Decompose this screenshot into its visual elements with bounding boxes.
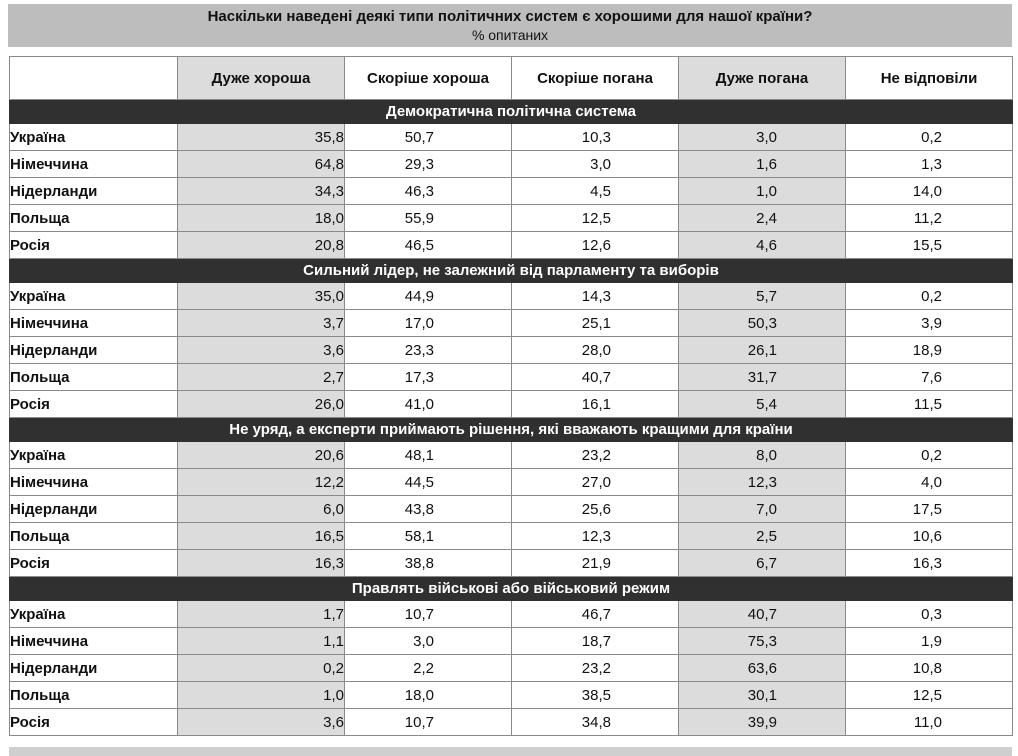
- value-cell: 35,8: [178, 124, 345, 151]
- value-cell: 4,0: [846, 469, 1013, 496]
- value-cell: 30,1: [679, 682, 846, 709]
- page-subtitle: % опитаних: [471, 27, 549, 43]
- value-cell: 8,0: [679, 442, 846, 469]
- value-cell: 48,1: [345, 442, 512, 469]
- value-cell: 10,7: [345, 709, 512, 736]
- value-cell: 23,3: [345, 337, 512, 364]
- value-cell: 43,8: [345, 496, 512, 523]
- section-header-row: [10, 259, 1013, 283]
- page-title: Наскільки наведені деякі типи політичних систем є хорошими для нашої країни?: [207, 8, 813, 25]
- table-row: [10, 364, 1013, 391]
- value-cell: 38,5: [512, 682, 679, 709]
- country-cell: Нідерланди: [10, 337, 178, 364]
- country-cell: Росія: [10, 232, 178, 259]
- value-cell: 63,6: [679, 655, 846, 682]
- value-cell: 5,4: [679, 391, 846, 418]
- value-cell: 2,7: [178, 364, 345, 391]
- country-cell: Польща: [10, 205, 178, 232]
- table-row: [10, 232, 1013, 259]
- table-row: [10, 523, 1013, 550]
- value-cell: 31,7: [679, 364, 846, 391]
- corner-cell: [10, 57, 178, 100]
- value-cell: 7,0: [679, 496, 846, 523]
- value-cell: 1,0: [178, 682, 345, 709]
- column-header: Скоріше хороша: [345, 57, 512, 100]
- table-row: [10, 151, 1013, 178]
- value-cell: 21,9: [512, 550, 679, 577]
- country-cell: Польща: [10, 364, 178, 391]
- value-cell: 11,2: [846, 205, 1013, 232]
- country-cell: Німеччина: [10, 151, 178, 178]
- value-cell: 14,0: [846, 178, 1013, 205]
- value-cell: 1,3: [846, 151, 1013, 178]
- value-cell: 44,9: [345, 283, 512, 310]
- value-cell: 16,1: [512, 391, 679, 418]
- column-header-row: [10, 57, 1013, 100]
- country-cell: Нідерланди: [10, 655, 178, 682]
- value-cell: 40,7: [679, 601, 846, 628]
- value-cell: 16,3: [178, 550, 345, 577]
- value-cell: 39,9: [679, 709, 846, 736]
- section-header-row: [10, 100, 1013, 124]
- country-cell: Росія: [10, 709, 178, 736]
- value-cell: 10,7: [345, 601, 512, 628]
- value-cell: 0,2: [846, 283, 1013, 310]
- country-cell: Росія: [10, 391, 178, 418]
- value-cell: 18,0: [345, 682, 512, 709]
- table-row: [10, 178, 1013, 205]
- survey-table: [9, 56, 1013, 736]
- value-cell: 15,5: [846, 232, 1013, 259]
- value-cell: 2,5: [679, 523, 846, 550]
- section-header-row: [10, 577, 1013, 601]
- table-row: [10, 709, 1013, 736]
- value-cell: 0,2: [846, 442, 1013, 469]
- value-cell: 18,9: [846, 337, 1013, 364]
- value-cell: 16,5: [178, 523, 345, 550]
- value-cell: 12,2: [178, 469, 345, 496]
- value-cell: 44,5: [345, 469, 512, 496]
- value-cell: 3,0: [512, 151, 679, 178]
- section-title: Демократична політична система: [10, 100, 1013, 124]
- table-row: [10, 283, 1013, 310]
- value-cell: 38,8: [345, 550, 512, 577]
- table-row: [10, 496, 1013, 523]
- value-cell: 12,3: [679, 469, 846, 496]
- column-header: Не відповіли: [846, 57, 1013, 100]
- value-cell: 20,8: [178, 232, 345, 259]
- value-cell: 3,9: [846, 310, 1013, 337]
- value-cell: 3,7: [178, 310, 345, 337]
- country-cell: Росія: [10, 550, 178, 577]
- value-cell: 46,5: [345, 232, 512, 259]
- value-cell: 23,2: [512, 442, 679, 469]
- value-cell: 17,3: [345, 364, 512, 391]
- section-title: Сильний лідер, не залежний від парламенту та виборів: [10, 259, 1013, 283]
- table-row: [10, 601, 1013, 628]
- value-cell: 10,8: [846, 655, 1013, 682]
- section-title: Правлять військові або військовий режим: [10, 577, 1013, 601]
- value-cell: 28,0: [512, 337, 679, 364]
- section-header-row: [10, 418, 1013, 442]
- value-cell: 11,0: [846, 709, 1013, 736]
- table-row: [10, 310, 1013, 337]
- value-cell: 12,5: [846, 682, 1013, 709]
- value-cell: 3,6: [178, 709, 345, 736]
- value-cell: 2,2: [345, 655, 512, 682]
- country-cell: Україна: [10, 283, 178, 310]
- value-cell: 10,3: [512, 124, 679, 151]
- value-cell: 4,5: [512, 178, 679, 205]
- value-cell: 12,6: [512, 232, 679, 259]
- value-cell: 5,7: [679, 283, 846, 310]
- value-cell: 41,0: [345, 391, 512, 418]
- table-row: [10, 337, 1013, 364]
- value-cell: 3,0: [345, 628, 512, 655]
- value-cell: 4,6: [679, 232, 846, 259]
- section-title: Не уряд, а експерти приймають рішення, які вважають кращими для країни: [10, 418, 1013, 442]
- country-cell: Нідерланди: [10, 496, 178, 523]
- value-cell: 46,3: [345, 178, 512, 205]
- country-cell: Німеччина: [10, 469, 178, 496]
- value-cell: 1,0: [679, 178, 846, 205]
- country-cell: Україна: [10, 124, 178, 151]
- table-row: [10, 442, 1013, 469]
- value-cell: 23,2: [512, 655, 679, 682]
- value-cell: 16,3: [846, 550, 1013, 577]
- table-row: [10, 391, 1013, 418]
- value-cell: 1,6: [679, 151, 846, 178]
- value-cell: 64,8: [178, 151, 345, 178]
- value-cell: 12,3: [512, 523, 679, 550]
- table-header: [8, 4, 1012, 47]
- value-cell: 26,0: [178, 391, 345, 418]
- value-cell: 18,7: [512, 628, 679, 655]
- value-cell: 46,7: [512, 601, 679, 628]
- country-cell: Німеччина: [10, 628, 178, 655]
- value-cell: 12,5: [512, 205, 679, 232]
- column-header: Скоріше погана: [512, 57, 679, 100]
- value-cell: 75,3: [679, 628, 846, 655]
- table-row: [10, 655, 1013, 682]
- value-cell: 11,5: [846, 391, 1013, 418]
- value-cell: 20,6: [178, 442, 345, 469]
- value-cell: 0,2: [846, 124, 1013, 151]
- table-row: [10, 205, 1013, 232]
- value-cell: 14,3: [512, 283, 679, 310]
- country-cell: Україна: [10, 442, 178, 469]
- value-cell: 34,3: [178, 178, 345, 205]
- value-cell: 18,0: [178, 205, 345, 232]
- value-cell: 25,1: [512, 310, 679, 337]
- table-row: [10, 469, 1013, 496]
- value-cell: 25,6: [512, 496, 679, 523]
- column-header: Дуже хороша: [178, 57, 345, 100]
- table-row: [10, 682, 1013, 709]
- value-cell: 1,9: [846, 628, 1013, 655]
- value-cell: 27,0: [512, 469, 679, 496]
- value-cell: 58,1: [345, 523, 512, 550]
- value-cell: 0,2: [178, 655, 345, 682]
- value-cell: 1,7: [178, 601, 345, 628]
- value-cell: 0,3: [846, 601, 1013, 628]
- table-row: [10, 124, 1013, 151]
- footer-strip: [9, 747, 1012, 756]
- value-cell: 35,0: [178, 283, 345, 310]
- value-cell: 2,4: [679, 205, 846, 232]
- table-row: [10, 550, 1013, 577]
- value-cell: 55,9: [345, 205, 512, 232]
- value-cell: 50,7: [345, 124, 512, 151]
- country-cell: Польща: [10, 682, 178, 709]
- value-cell: 29,3: [345, 151, 512, 178]
- country-cell: Нідерланди: [10, 178, 178, 205]
- value-cell: 6,7: [679, 550, 846, 577]
- column-header: Дуже погана: [679, 57, 846, 100]
- value-cell: 3,0: [679, 124, 846, 151]
- country-cell: Польща: [10, 523, 178, 550]
- value-cell: 6,0: [178, 496, 345, 523]
- value-cell: 17,5: [846, 496, 1013, 523]
- country-cell: Україна: [10, 601, 178, 628]
- value-cell: 7,6: [846, 364, 1013, 391]
- value-cell: 1,1: [178, 628, 345, 655]
- value-cell: 34,8: [512, 709, 679, 736]
- value-cell: 40,7: [512, 364, 679, 391]
- table-row: [10, 628, 1013, 655]
- country-cell: Німеччина: [10, 310, 178, 337]
- value-cell: 10,6: [846, 523, 1013, 550]
- value-cell: 50,3: [679, 310, 846, 337]
- value-cell: 26,1: [679, 337, 846, 364]
- value-cell: 17,0: [345, 310, 512, 337]
- value-cell: 3,6: [178, 337, 345, 364]
